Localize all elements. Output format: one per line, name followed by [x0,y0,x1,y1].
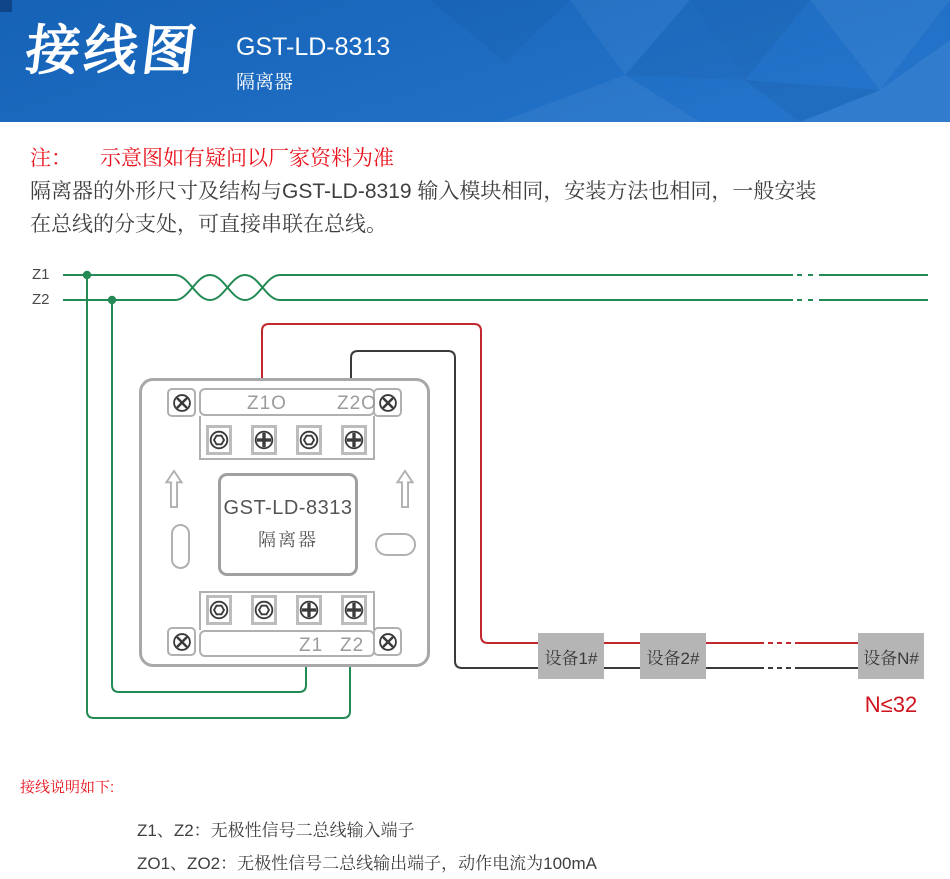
phillips-screw-icon [299,600,319,620]
terminal-label-z1o: Z1O [247,393,287,414]
note-label: 注： [30,147,72,170]
phillips-screw-icon [344,430,364,450]
bus-label-z1: Z1 [32,266,50,283]
device-limit-label: N≤32 [864,692,918,717]
description-line-2: 在总线的分支处，可直接串联在总线。 [30,213,387,236]
hex-nut-icon [299,430,319,450]
terminal-screw [341,595,367,625]
legend-item: Z1、Z2：无极性信号二总线输入端子 [137,821,415,840]
terminal-screw [296,595,322,625]
screw-x-icon [378,632,398,652]
page-title: 接线图 [22,21,204,81]
legend-heading: 接线说明如下: [20,779,115,796]
terminal-screw [206,595,232,625]
module-type: 隔离器 [258,530,318,550]
model-label: GST-LD-8313 [236,33,391,61]
hex-nut-icon [209,600,229,620]
screw-x-icon [172,632,192,652]
arrow-up-icon [395,469,415,509]
arrow-up-icon [164,469,184,509]
hex-nut-icon [209,430,229,450]
corner-screw [373,388,402,417]
screw-x-icon [378,393,398,413]
bus-label-z2: Z2 [32,291,50,308]
corner-screw [167,627,196,656]
isolator-module [139,378,430,667]
device-box-2 [640,633,706,679]
terminal-screw [296,425,322,455]
note-text: 示意图如有疑问以厂家资料为准 [100,147,394,170]
phillips-screw-icon [254,430,274,450]
terminal-screw [251,595,277,625]
device-label: 设备N# [863,648,919,668]
legend-item: ZO1、ZO2：无极性信号二总线输出端子，动作电流为100mA [137,854,597,873]
screw-x-icon [172,393,192,413]
top-terminal-strip [199,388,375,416]
corner-screw [167,388,196,417]
bottom-terminal-strip [199,630,375,657]
mounting-slot [171,524,190,569]
mounting-slot [375,533,416,556]
hex-nut-icon [254,600,274,620]
terminal-label-z1: Z1 [299,635,324,656]
module-name-plate [218,473,358,576]
description-line-1: 隔离器的外形尺寸及结构与GST-LD-8319 输入模块相同，安装方法也相同，一般安装 [30,180,817,203]
terminal-label-z2o: Z2O [337,393,377,414]
corner-screw [373,627,402,656]
device-box-n [858,633,924,679]
terminal-screw [341,425,367,455]
terminal-screw [206,425,232,455]
device-box-1 [538,633,604,679]
terminal-screw [251,425,277,455]
device-label: 设备2# [646,648,700,668]
phillips-screw-icon [344,600,364,620]
terminal-label-z2: Z2 [340,635,365,656]
device-label: 设备1# [544,648,598,668]
device-type-label: 隔离器 [236,71,294,93]
module-name: GST-LD-8313 [223,497,353,519]
